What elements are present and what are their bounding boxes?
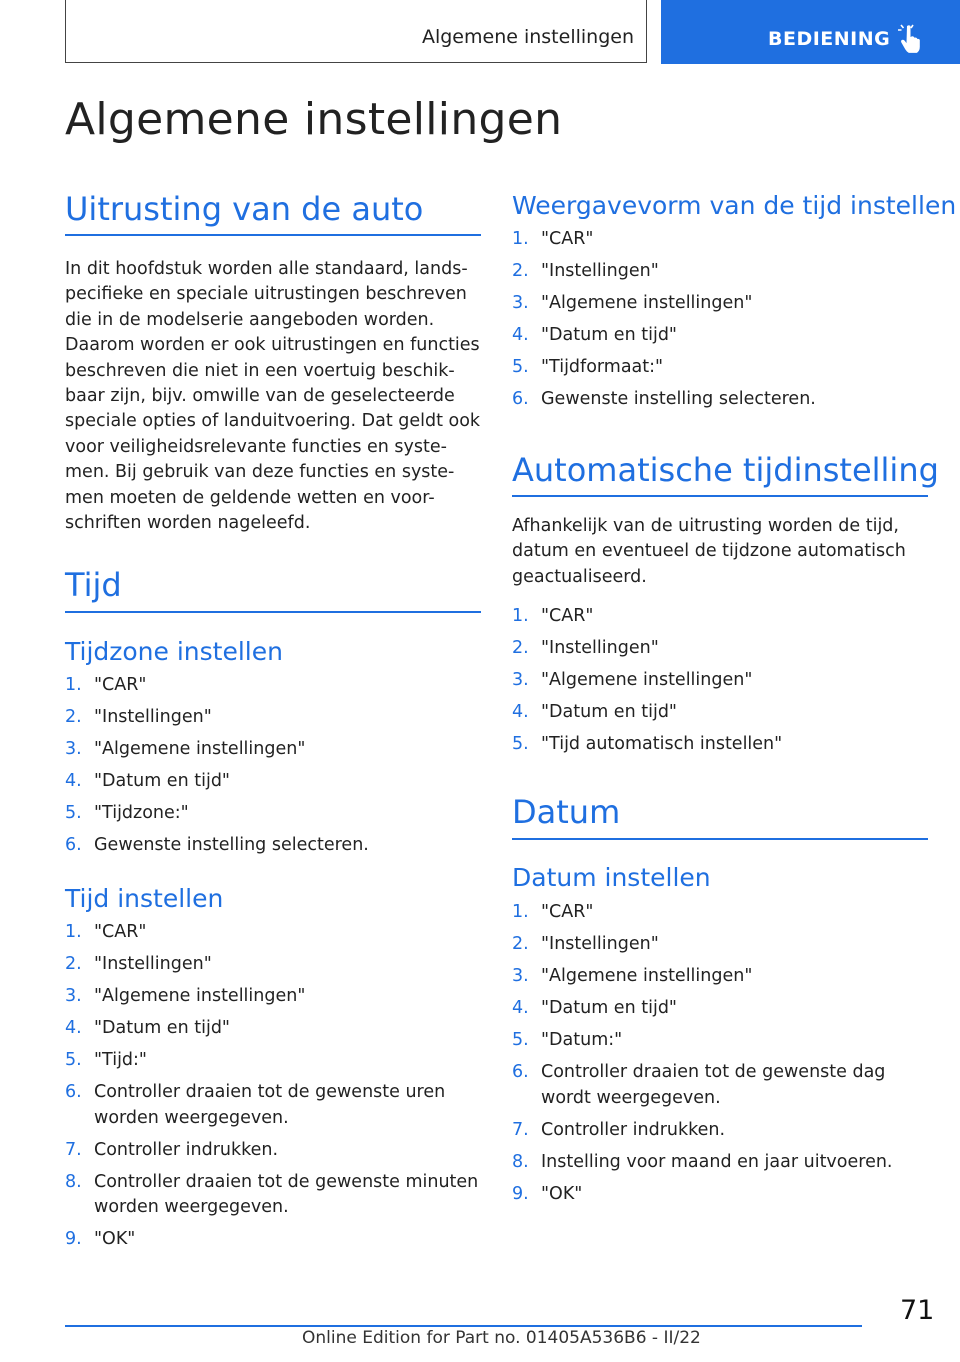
step-item <box>65 952 481 978</box>
step-item <box>512 932 928 958</box>
step-number: 3. <box>512 966 529 986</box>
step-item <box>65 737 481 763</box>
step-text: "CAR" <box>541 229 594 249</box>
header-chapter-label: BEDIENING <box>768 28 891 50</box>
paragraph-line: In dit hoofdstuk worden alle standaard, lands- <box>65 259 468 279</box>
step-item <box>512 1150 928 1176</box>
section-heading-uitrusting: Uitrusting van de auto <box>65 190 424 228</box>
step-item <box>512 604 928 630</box>
step-text: "CAR" <box>541 902 594 922</box>
steps-weergave <box>512 227 928 419</box>
step-item <box>65 1170 481 1221</box>
step-text: "Datum en tijd" <box>94 1018 230 1038</box>
step-item <box>512 636 928 662</box>
steps-tijd-instellen <box>65 920 481 1259</box>
step-item <box>512 387 928 413</box>
step-text: "Tijd:" <box>94 1050 147 1070</box>
step-number: 6. <box>512 1062 529 1082</box>
step-text: "Tijd automatisch instellen" <box>541 734 783 754</box>
step-number: 5. <box>512 734 529 754</box>
section-heading-datum: Datum <box>512 793 621 831</box>
step-text: "Instellingen" <box>94 954 212 974</box>
step-item <box>512 964 928 990</box>
step-item <box>65 833 481 859</box>
step-number: 1. <box>65 675 82 695</box>
step-number: 6. <box>512 389 529 409</box>
step-text: "OK" <box>94 1229 136 1249</box>
section-rule <box>512 495 928 497</box>
step-item <box>512 996 928 1022</box>
step-text: "Algemene instellingen" <box>94 986 306 1006</box>
step-text: Controller draaien tot de gewenste dag wordt weergegeven. <box>541 1062 886 1108</box>
step-text: "CAR" <box>541 606 594 626</box>
step-number: 4. <box>512 702 529 722</box>
right-column <box>512 0 957 1300</box>
step-number: 2. <box>512 638 529 658</box>
step-number: 4. <box>65 771 82 791</box>
step-text: Gewenste instelling selecteren. <box>94 835 369 855</box>
step-item <box>65 673 481 699</box>
section-heading-automatisch: Automatische tijdinstelling <box>512 451 939 489</box>
step-item <box>512 227 928 253</box>
paragraph-line: geactualiseerd. <box>512 566 647 587</box>
step-number: 2. <box>512 261 529 281</box>
step-text: "Datum en tijd" <box>541 325 677 345</box>
uitrusting-paragraph <box>65 257 481 536</box>
step-text: "Datum en tijd" <box>541 702 677 722</box>
automatisch-paragraph <box>512 514 928 590</box>
step-item <box>512 732 928 758</box>
paragraph-line: Afhankelijk van de uitrusting worden de tijd, <box>512 516 899 536</box>
step-number: 8. <box>65 1171 82 1192</box>
steps-datum-instellen <box>512 900 928 1214</box>
page-title: Algemene instellingen <box>65 94 563 145</box>
step-text: "Datum:" <box>541 1030 623 1050</box>
step-number: 1. <box>512 902 529 922</box>
step-text: "Instellingen" <box>541 638 659 658</box>
step-number: 3. <box>65 986 82 1006</box>
section-rule <box>65 234 481 236</box>
paragraph-line: pecifieke en speciale uitrustingen beschreven <box>65 284 467 305</box>
subheading-weergave: Weergavevorm van de tijd instellen <box>512 191 957 220</box>
paragraph-line: voor veiligheidsrelevante functies en syste- <box>65 436 447 457</box>
step-text: "CAR" <box>94 922 147 942</box>
page-number: 71 <box>900 1295 935 1326</box>
step-number: 8. <box>512 1151 529 1172</box>
step-number: 4. <box>65 1018 82 1038</box>
step-number: 2. <box>65 707 82 727</box>
step-number: 1. <box>65 922 82 942</box>
step-item <box>512 1028 928 1054</box>
header-section-label: Algemene instellingen <box>421 26 634 48</box>
subheading-tijdzone: Tijdzone instellen <box>65 637 283 666</box>
step-text: Controller indrukken. <box>94 1139 279 1160</box>
footer-edition: Online Edition for Part no. 01405A536B6 - II/22 <box>302 1328 701 1348</box>
step-item <box>512 668 928 694</box>
step-item <box>65 801 481 827</box>
step-item <box>65 705 481 731</box>
step-number: 5. <box>65 1050 82 1070</box>
step-text: "Algemene instellingen" <box>94 739 306 759</box>
paragraph-line: men. Bij gebruik van deze functies en syste- <box>65 462 455 483</box>
step-number: 4. <box>512 998 529 1018</box>
step-text: Instelling voor maand en jaar uitvoeren. <box>541 1151 893 1172</box>
step-text: "Instellingen" <box>541 261 659 281</box>
step-item <box>65 1227 481 1253</box>
step-item <box>512 1060 928 1111</box>
step-item <box>512 700 928 726</box>
section-rule <box>65 611 481 613</box>
paragraph-line: schriften worden nageleefd. <box>65 513 311 534</box>
step-item <box>512 355 928 381</box>
step-text: "Tijdformaat:" <box>541 357 664 377</box>
step-text: Gewenste instelling selecteren. <box>541 389 816 409</box>
step-item <box>512 900 928 926</box>
step-text: Controller draaien tot de gewenste minuten worden weergegeven. <box>94 1171 479 1217</box>
section-rule <box>512 838 928 840</box>
step-text: "Algemene instellingen" <box>541 293 753 313</box>
left-column <box>65 0 481 1300</box>
step-item <box>65 1016 481 1042</box>
paragraph-line: beschreven die niet in een voertuig beschik- <box>65 360 455 381</box>
step-item <box>65 1080 481 1131</box>
step-item <box>65 984 481 1010</box>
step-item <box>512 1182 928 1208</box>
step-number: 6. <box>65 835 82 855</box>
step-text: Controller indrukken. <box>541 1119 726 1140</box>
step-item <box>512 291 928 317</box>
step-number: 2. <box>65 954 82 974</box>
step-item <box>65 920 481 946</box>
step-number: 7. <box>65 1139 82 1160</box>
paragraph-line: men moeten de geldende wetten en voor- <box>65 487 435 508</box>
step-number: 2. <box>512 934 529 954</box>
step-number: 7. <box>512 1119 529 1140</box>
step-number: 3. <box>65 739 82 759</box>
step-text: "Instellingen" <box>541 934 659 954</box>
step-item <box>512 1118 928 1144</box>
step-number: 6. <box>65 1082 82 1102</box>
step-item <box>65 1138 481 1164</box>
step-number: 4. <box>512 325 529 345</box>
step-text: "Algemene instellingen" <box>541 670 753 690</box>
step-number: 9. <box>512 1183 529 1204</box>
step-item <box>65 769 481 795</box>
paragraph-line: speciale opties of landuitvoering. Dat geldt ook <box>65 411 481 432</box>
step-item <box>65 1048 481 1074</box>
step-number: 9. <box>65 1229 82 1249</box>
steps-automatisch <box>512 604 928 764</box>
paragraph-line: baar zijn, bijv. omwille van de geselecteerde <box>65 386 455 407</box>
step-text: "Instellingen" <box>94 707 212 727</box>
step-number: 3. <box>512 670 529 690</box>
step-text: "Algemene instellingen" <box>541 966 753 986</box>
step-number: 3. <box>512 293 529 313</box>
step-text: "Datum en tijd" <box>541 998 677 1018</box>
step-number: 1. <box>512 229 529 249</box>
section-heading-tijd: Tijd <box>65 566 122 604</box>
step-text: "CAR" <box>94 675 147 695</box>
paragraph-line: die in de modelserie aangeboden worden. <box>65 309 435 330</box>
step-item <box>512 259 928 285</box>
steps-tijdzone <box>65 673 481 865</box>
step-text: "Datum en tijd" <box>94 771 230 791</box>
step-text: Controller draaien tot de gewenste uren worden weergegeven. <box>94 1082 446 1128</box>
paragraph-line: Daarom worden er ook uitrustingen en functies <box>65 335 480 356</box>
step-text: "OK" <box>541 1183 583 1204</box>
step-number: 1. <box>512 606 529 626</box>
step-number: 5. <box>65 803 82 823</box>
subheading-tijd-instellen: Tijd instellen <box>65 884 224 913</box>
paragraph-line: datum en eventueel de tijdzone automatisch <box>512 541 906 562</box>
step-number: 5. <box>512 357 529 377</box>
step-text: "Tijdzone:" <box>94 803 189 823</box>
subheading-datum-instellen: Datum instellen <box>512 863 711 892</box>
step-number: 5. <box>512 1030 529 1050</box>
footer-rule <box>65 1325 862 1327</box>
step-item <box>512 323 928 349</box>
